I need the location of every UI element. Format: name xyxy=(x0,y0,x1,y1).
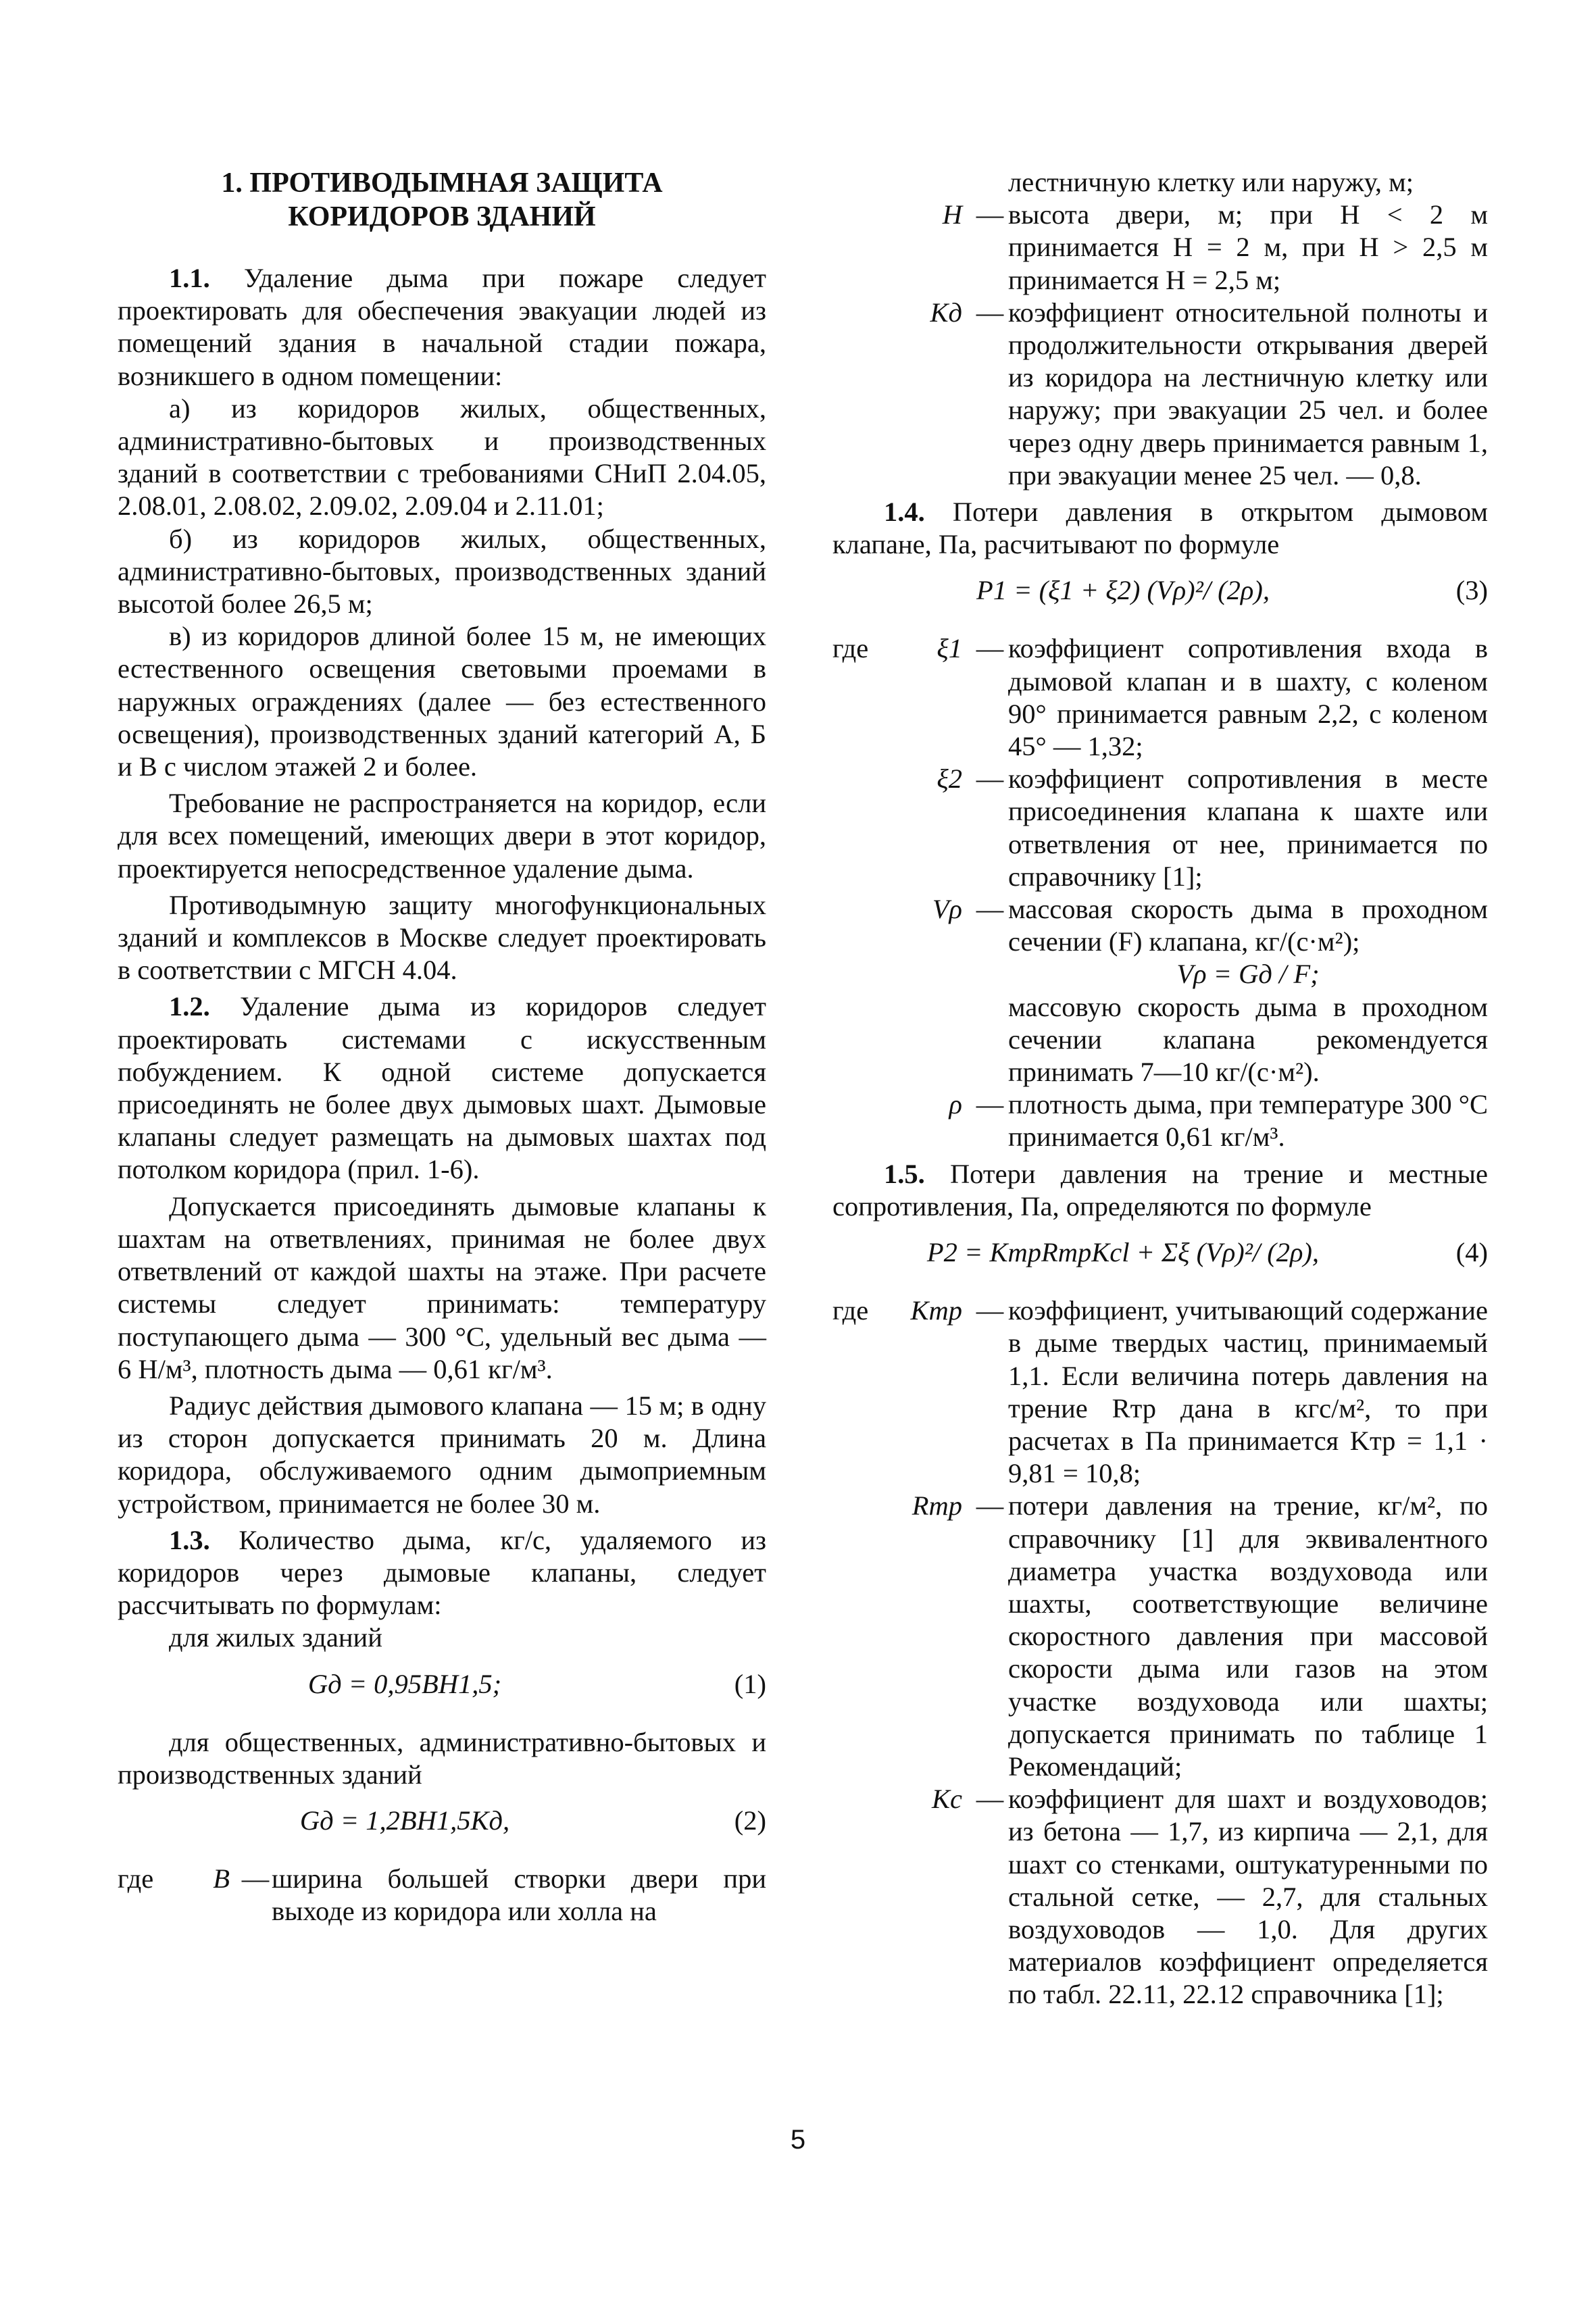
formula-2 xyxy=(118,1805,766,1842)
symbol: ξ2 xyxy=(937,763,962,795)
clause-number: 1.5. xyxy=(884,1158,925,1189)
velocity-equation: Vρ = Gд / F; xyxy=(1176,959,1320,990)
dash: — xyxy=(241,1863,270,1894)
paragraph-1-5 xyxy=(832,1158,1488,1223)
definition-text: коэффициент сопротивления входа в дымовой клапан и в шахту, с коленом 90° принимается равным 2,2, с коленом 45° — 1,32; xyxy=(1008,633,1488,762)
left-column xyxy=(118,166,766,1928)
formula-number: (3) xyxy=(1455,575,1488,606)
paragraph-1-4 xyxy=(832,496,1488,561)
symbol: Kд xyxy=(930,297,962,328)
definition-text: ширина большей створки двери при выходе из коридора или холла на xyxy=(272,1863,766,1927)
paragraph-1-3 xyxy=(118,1524,766,1622)
paragraph-text: Потери давления в открытом дымовом клапане, Па, расчитывают по формуле xyxy=(832,497,1488,560)
paragraph-text: Потери давления на трение и местные сопротивления, Па, определяются по формуле xyxy=(832,1158,1488,1222)
definition-text: коэффициент относительной полноты и продолжительности открывания дверей из коридора на лестничную клетку или наружу; при эвакуации 25 чел. и более через одну дверь принимается равным 1, при эвакуации менее 25 чел. — 0,8. xyxy=(1008,297,1488,491)
formula-expression: Gд = 0,95BH1,5; xyxy=(307,1668,502,1699)
symbol: ξ1 xyxy=(937,633,962,664)
paragraph-requirement: Требование не распространяется на коридор, если для всех помещений, имеющих двери в этот коридор, проектируется непосредственное удаление дыма. xyxy=(118,788,766,884)
formula-expression: P1 = (ξ1 + ξ2) (Vρ)²/ (2ρ), xyxy=(976,575,1270,606)
definition-text: высота двери, м; при H < 2 м принимается H = 2 м, при H > 2,5 м принимается H = 2,5 м; xyxy=(1008,199,1488,295)
paragraph-radius: Радиус действия дымового клапана — 15 м; в одну из сторон допускается принимать 20 м. Длина коридора, обслуживаемого одним дымоприемным устройством, принимается не более 30 м. xyxy=(118,1390,766,1519)
dash: — xyxy=(976,894,1004,925)
formula-expression: P2 = KтрRтрKсl + Σξ (Vρ)²/ (2ρ), xyxy=(926,1237,1320,1268)
residential-label: для жилых зданий xyxy=(169,1622,382,1653)
symbol: B xyxy=(213,1863,230,1894)
definition-Kd xyxy=(832,297,1488,492)
definition-H xyxy=(832,199,1488,297)
symbol: Rтр xyxy=(912,1490,962,1521)
definition-text: лестничную клетку или наружу, м; xyxy=(1008,167,1414,197)
dash: — xyxy=(976,1295,1004,1326)
definition-text: коэффициент сопротивления в месте присоединения клапана к шахте или ответвления от нее, принимается по справочнику [1]; xyxy=(1008,763,1488,892)
definition-Kc xyxy=(832,1783,1488,2011)
definition-Ktr xyxy=(832,1294,1488,1490)
symbol: H xyxy=(942,199,962,230)
where-label: где xyxy=(832,1295,869,1326)
definition-Rtr xyxy=(832,1490,1488,1783)
formula-number: (1) xyxy=(734,1668,766,1699)
definition-text: коэффициент, учитывающий содержание в дыме твердых частиц, принимаемый 1,1. Если величина потерь давления на трение Rтр дана в кгс/м², то при расчетах в Па принимается Kтр = 1,1 · 9,81 = 10,8; xyxy=(1008,1295,1488,1489)
symbol: Vρ xyxy=(932,894,962,925)
symbol: Kс xyxy=(932,1784,962,1815)
symbol: Kтр xyxy=(910,1295,962,1326)
dash: — xyxy=(976,1089,1004,1120)
clause-number: 1.4. xyxy=(884,497,925,528)
clause-number: 1.1. xyxy=(169,263,210,293)
definition-text: коэффициент для шахт и воздуховодов; из бетона — 1,7, из кирпича — 2,1, для шахт со стенками, оштукатуренными по стальной сетке, — 2,7, для стальных воздуховодов — 1,0. Для других материалов коэффициент определяется по табл. 22.11, 22.12 справочника [1]; xyxy=(1008,1784,1488,2010)
formula-number: (2) xyxy=(734,1805,766,1836)
definition-V xyxy=(832,893,1488,1088)
public-buildings-label: для общественных, административно-бытовых и производственных зданий xyxy=(118,1726,766,1790)
symbol: ρ xyxy=(949,1089,962,1120)
clause-number: 1.3. xyxy=(169,1524,210,1555)
dash: — xyxy=(976,633,1004,664)
definition-text-part: массовую скорость дыма в проходном сечении клапана рекомендуется принимать 7—10 кг/(с·м²). xyxy=(1008,991,1488,1088)
item-b: б) из коридоров жилых, общественных, административно-бытовых, производственных зданий высотой более 26,5 м; xyxy=(118,523,766,620)
right-column xyxy=(832,166,1488,2011)
paragraph-1-2 xyxy=(118,990,766,1186)
dash: — xyxy=(976,1784,1004,1815)
definition-xi2 xyxy=(832,763,1488,893)
page-number: 5 xyxy=(790,2125,806,2155)
paragraph-text: Удаление дыма из коридоров следует проектировать системами с искусственным побуждением. К одной системе допускается присоединять не более двух дымовых шахт. Дымовые клапаны следует размещать на дымовых шахтах под потолком коридора (прил. 1-6). xyxy=(118,991,766,1185)
definition-rho xyxy=(832,1088,1488,1153)
formula-expression: Gд = 1,2BH1,5Kд, xyxy=(299,1805,510,1836)
formula-number: (4) xyxy=(1455,1237,1488,1268)
item-a: а) из коридоров жилых, общественных, административно-бытовых и производственных зданий в соответствии с требованиями СНиП 2.04.05, 2.08.01, 2.08.02, 2.09.02, 2.09.04 и 2.11.01; xyxy=(118,393,766,522)
paragraph-branches: Допускается присоединять дымовые клапаны к шахтам на ответвлениях, принимая не более двух ответвлений от каждой шахты на этаже. При расчете системы следует принимать: температуру поступающего дыма — 300 °С, удельный вес дыма — 6 Н/м³, плотность дыма — 0,61 кг/м³. xyxy=(118,1190,766,1384)
dash: — xyxy=(976,1490,1004,1521)
formula-4 xyxy=(832,1236,1488,1274)
definition-xi1 xyxy=(832,632,1488,763)
paragraph-moscow: Противодымную защиту многофункциональных зданий и комплексов в Москве следует проектировать в соответствии с МГСН 4.04. xyxy=(118,889,766,986)
where-label: где xyxy=(832,633,869,664)
dash: — xyxy=(976,763,1004,795)
heading-line-1: 1. ПРОТИВОДЫМНАЯ ЗАЩИТА xyxy=(221,168,663,199)
formula-3 xyxy=(832,574,1488,612)
paragraph-text: Количество дыма, кг/с, удаляемого из коридоров через дымовые клапаны, следует рассчитывать по формулам: xyxy=(118,1524,766,1621)
item-v: в) из коридоров длиной более 15 м, не имеющих естественного освещения световыми проемами в наружных ограждениях (далее — без естественного освещения), производственных зданий категорий А, Б и В с числом этажей 2 и более. xyxy=(118,621,766,782)
definition-text: плотность дыма, при температуре 300 °С принимается 0,61 кг/м³. xyxy=(1008,1089,1488,1153)
definition-B xyxy=(118,1863,766,1928)
section-heading xyxy=(118,166,766,234)
formula-1 xyxy=(118,1668,766,1706)
dash: — xyxy=(976,297,1004,328)
clause-number: 1.2. xyxy=(169,991,210,1022)
definition-B-continued xyxy=(832,166,1488,199)
heading-line-2: КОРИДОРОВ ЗДАНИЙ xyxy=(288,201,596,232)
paragraph-text: Удаление дыма при пожаре следует проектировать для обеспечения эвакуации людей из помещений здания в начальной стадии пожара, возникшего в одном помещении: xyxy=(118,263,767,391)
definition-text: потери давления на трение, кг/м², по справочнику [1] для эквивалентного диаметра участка воздуховода или шахты, соответствующие величине скоростного давления при массовой скорости дыма или газов на этом участке воздуховода или шахты; допускается принимать по таблице 1 Рекомендаций; xyxy=(1008,1490,1488,1782)
dash: — xyxy=(976,199,1004,230)
paragraph-1-1 xyxy=(118,262,766,393)
definition-text xyxy=(1008,893,1488,1088)
where-label: где xyxy=(118,1863,154,1894)
definition-text-part: массовая скорость дыма в проходном сечении (F) клапана, кг/(с·м²); xyxy=(1008,894,1488,957)
